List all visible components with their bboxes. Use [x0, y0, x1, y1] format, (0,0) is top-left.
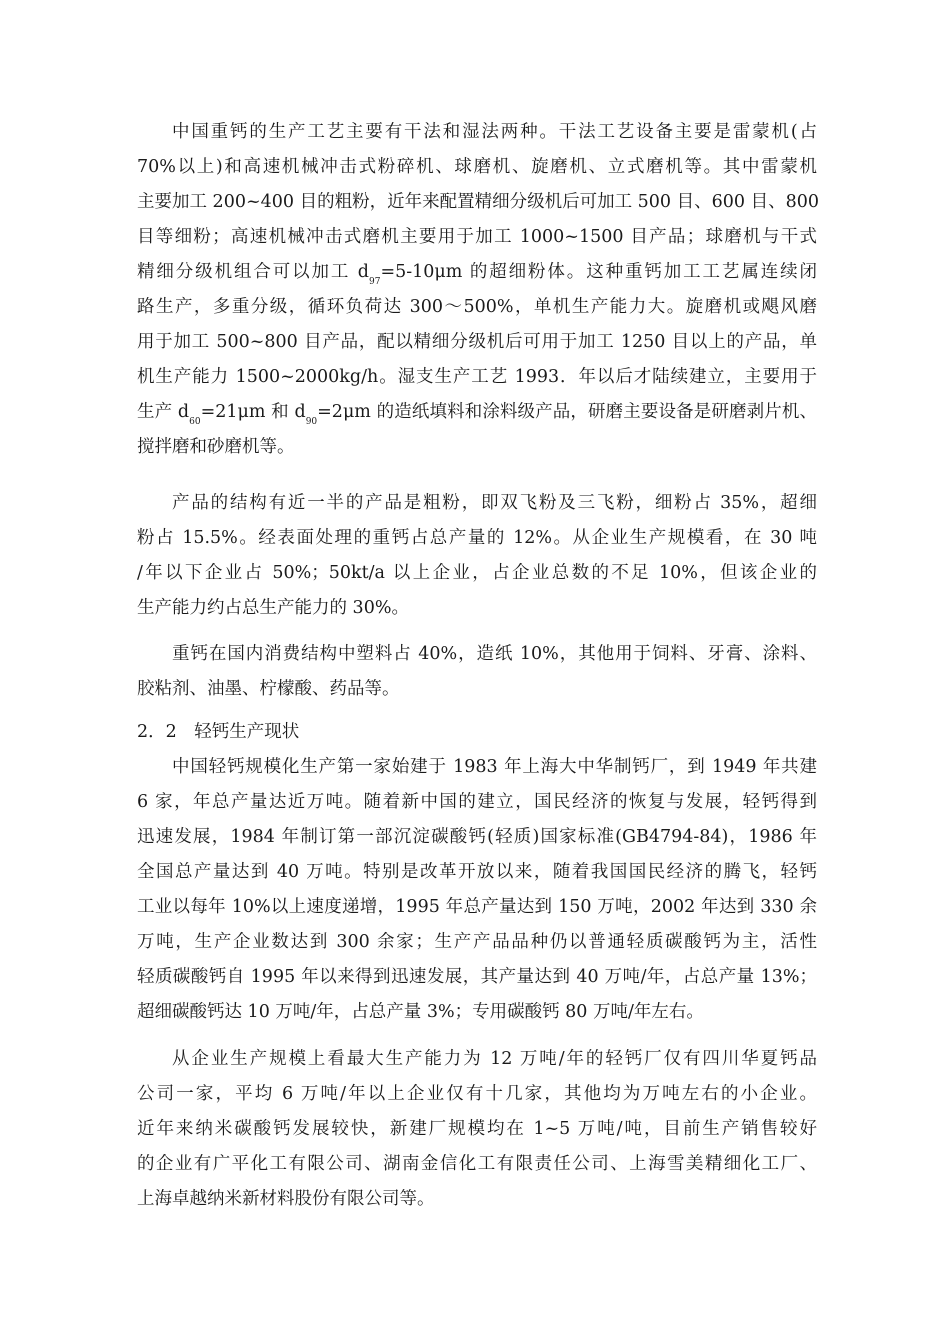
text-line: 中国重钙的生产工艺主要有干法和湿法两种。干法工艺设备主要是雷蒙机(占 — [172, 122, 817, 142]
section-heading: 2．2 轻钙生产现状 — [137, 722, 300, 742]
text-line: 中国轻钙规模化生产第一家始建于 1983 年上海大中华制钙厂，到 1949 年共建 — [172, 757, 817, 777]
text-line: 粉占 15.5%。经表面处理的重钙占总产量的 12%。从企业生产规模看，在 30 吨 — [137, 528, 817, 548]
text-segment: 生产 d — [137, 402, 190, 422]
text-segment: 精细分级机组合可以加工 d — [137, 262, 369, 282]
subscript: 97 — [368, 277, 381, 287]
text-line: 公司一家，平均 6 万吨/年以上企业仅有十几家，其他均为万吨左右的小企业。 — [137, 1084, 817, 1104]
text-line: 上海卓越纳米新材料股份有限公司等。 — [137, 1189, 435, 1209]
text-line — [137, 395, 817, 429]
text-line: 工业以每年 10%以上速度递增，1995 年总产量达到 150 万吨，2002 年达到 330 余 — [137, 897, 817, 917]
text-line: 目等细粉；高速机械冲击式磨机主要用于加工 1000~1500 目产品；球磨机与干式 — [137, 227, 817, 247]
text-line: 迅速发展，1984 年制订第一部沉淀碳酸钙(轻质)国家标准(GB4794-84)，1986 年 — [137, 827, 817, 847]
text-line: 路生产，多重分级，循环负荷达 300～500%，单机生产能力大。旋磨机或飓风磨 — [137, 297, 817, 317]
text-line: 6 家，年总产量达近万吨。随着新中国的建立，国民经济的恢复与发展，轻钙得到 — [137, 792, 817, 812]
text-line: 的企业有广平化工有限公司、湖南金信化工有限责任公司、上海雪美精细化工厂、 — [137, 1154, 817, 1174]
text-line — [137, 255, 817, 289]
text-line: 万吨，生产企业数达到 300 余家；生产产品品种仍以普通轻质碳酸钙为主，活性 — [137, 932, 817, 952]
text-line: 产品的结构有近一半的产品是粗粉，即双飞粉及三飞粉，细粉占 35%，超细 — [172, 493, 817, 513]
text-segment: =5-10μm 的超细粉体。这种重钙加工工艺属连续闭 — [380, 262, 818, 282]
text-line: 胶粘剂、油墨、柠檬酸、药品等。 — [137, 679, 400, 699]
text-line: 用于加工 500~800 目产品，配以精细分级机后可用于加工 1250 目以上的产品，单 — [137, 332, 817, 352]
text-line: 主要加工 200~400 目的粗粉，近年来配置精细分级机后可加工 500 目、600 目、800 — [137, 192, 819, 212]
text-line: 轻质碳酸钙自 1995 年以来得到迅速发展，其产量达到 40 万吨/年，占总产量 13%； — [137, 967, 817, 987]
text-line: 超细碳酸钙达 10 万吨/年，占总产量 3%；专用碳酸钙 80 万吨/年左右。 — [137, 1002, 704, 1022]
text-line: 生产能力约占总生产能力的 30%。 — [137, 598, 409, 618]
text-segment: =2μm 的造纸填料和涂料级产品，研磨主要设备是研磨剥片机、 — [317, 402, 818, 422]
subscript: 90 — [305, 417, 318, 427]
text-line: 全国总产量达到 40 万吨。特别是改革开放以来，随着我国国民经济的腾飞，轻钙 — [137, 862, 817, 882]
text-line: 近年来纳米碳酸钙发展较快，新建厂规模均在 1~5 万吨/吨，目前生产销售较好 — [137, 1119, 817, 1139]
subscript: 60 — [189, 417, 201, 427]
text-segment: =21μm 和 d — [200, 402, 306, 422]
text-line: 重钙在国内消费结构中塑料占 40%，造纸 10%，其他用于饲料、牙膏、涂料、 — [172, 644, 817, 664]
text-line: 机生产能力 1500~2000kg/h。湿支生产工艺 1993．年以后才陆续建立，主要用于 — [137, 367, 817, 387]
text-line: 搅拌磨和砂磨机等。 — [137, 437, 295, 457]
text-line: 70%以上)和高速机械冲击式粉碎机、球磨机、旋磨机、立式磨机等。其中雷蒙机 — [137, 157, 817, 177]
text-line: 从企业生产规模上看最大生产能力为 12 万吨/年的轻钙厂仅有四川华夏钙品 — [172, 1049, 817, 1069]
text-line: /年以下企业占 50%；50kt/a 以上企业，占企业总数的不足 10%，但该企业的 — [137, 563, 817, 583]
